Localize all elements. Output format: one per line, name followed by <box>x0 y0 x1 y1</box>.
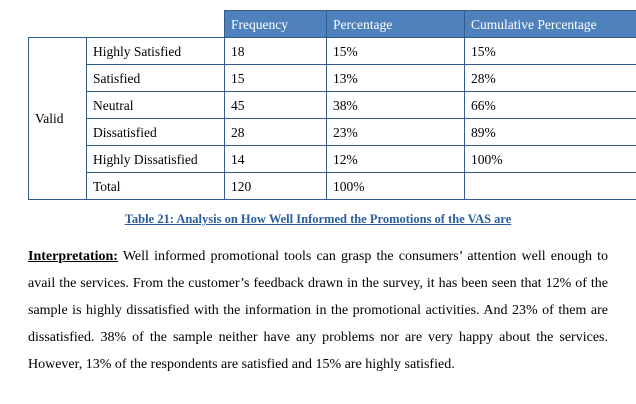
row-frequency: 18 <box>225 38 327 65</box>
row-cumulative: 15% <box>465 38 636 65</box>
row-cumulative: 28% <box>465 65 636 92</box>
frequency-table <box>28 10 636 200</box>
table-row <box>29 146 636 173</box>
header-frequency: Frequency <box>225 11 327 38</box>
row-frequency: 45 <box>225 92 327 119</box>
table-row <box>29 119 636 146</box>
row-label: Highly Satisfied <box>87 38 225 65</box>
row-percentage: 12% <box>327 146 465 173</box>
table-row <box>29 65 636 92</box>
row-label: Highly Dissatisfied <box>87 146 225 173</box>
table-row-total <box>29 173 636 200</box>
row-frequency: 14 <box>225 146 327 173</box>
group-label-valid: Valid <box>29 38 87 200</box>
header-percentage: Percentage <box>327 11 465 38</box>
row-cumulative: 100% <box>465 146 636 173</box>
row-percentage: 13% <box>327 65 465 92</box>
table-row <box>29 92 636 119</box>
row-label: Satisfied <box>87 65 225 92</box>
row-frequency: 15 <box>225 65 327 92</box>
table-header-row <box>29 11 636 38</box>
row-label: Dissatisfied <box>87 119 225 146</box>
row-frequency: 28 <box>225 119 327 146</box>
row-cumulative: 66% <box>465 92 636 119</box>
row-label: Neutral <box>87 92 225 119</box>
row-percentage: 38% <box>327 92 465 119</box>
interpretation-paragraph <box>14 243 622 378</box>
interpretation-text: Well informed promotional tools can grasp the consumers’ attention well enough to avail the services. From the customer’s feedback drawn in the survey, it has been seen that 12% of the sample is highly dissatisfied with the information in the promotional activities. And 23% of them are dissatisfied. 38% of the sample neither have any problems nor are very happy about the services. However, 13% of the respondents are satisfied and 15% are highly satisfied. <box>28 249 608 372</box>
header-blank <box>29 11 225 38</box>
row-percentage: 100% <box>327 173 465 200</box>
row-percentage: 23% <box>327 119 465 146</box>
row-cumulative <box>465 173 636 200</box>
row-percentage: 15% <box>327 38 465 65</box>
interpretation-label: Interpretation: <box>28 249 118 264</box>
table-row <box>29 38 636 65</box>
header-cumulative-percentage: Cumulative Percentage <box>465 11 636 38</box>
row-cumulative: 89% <box>465 119 636 146</box>
table-caption: Table 21: Analysis on How Well Informed the Promotions of the VAS are <box>124 212 512 226</box>
row-frequency: 120 <box>225 173 327 200</box>
row-label: Total <box>87 173 225 200</box>
